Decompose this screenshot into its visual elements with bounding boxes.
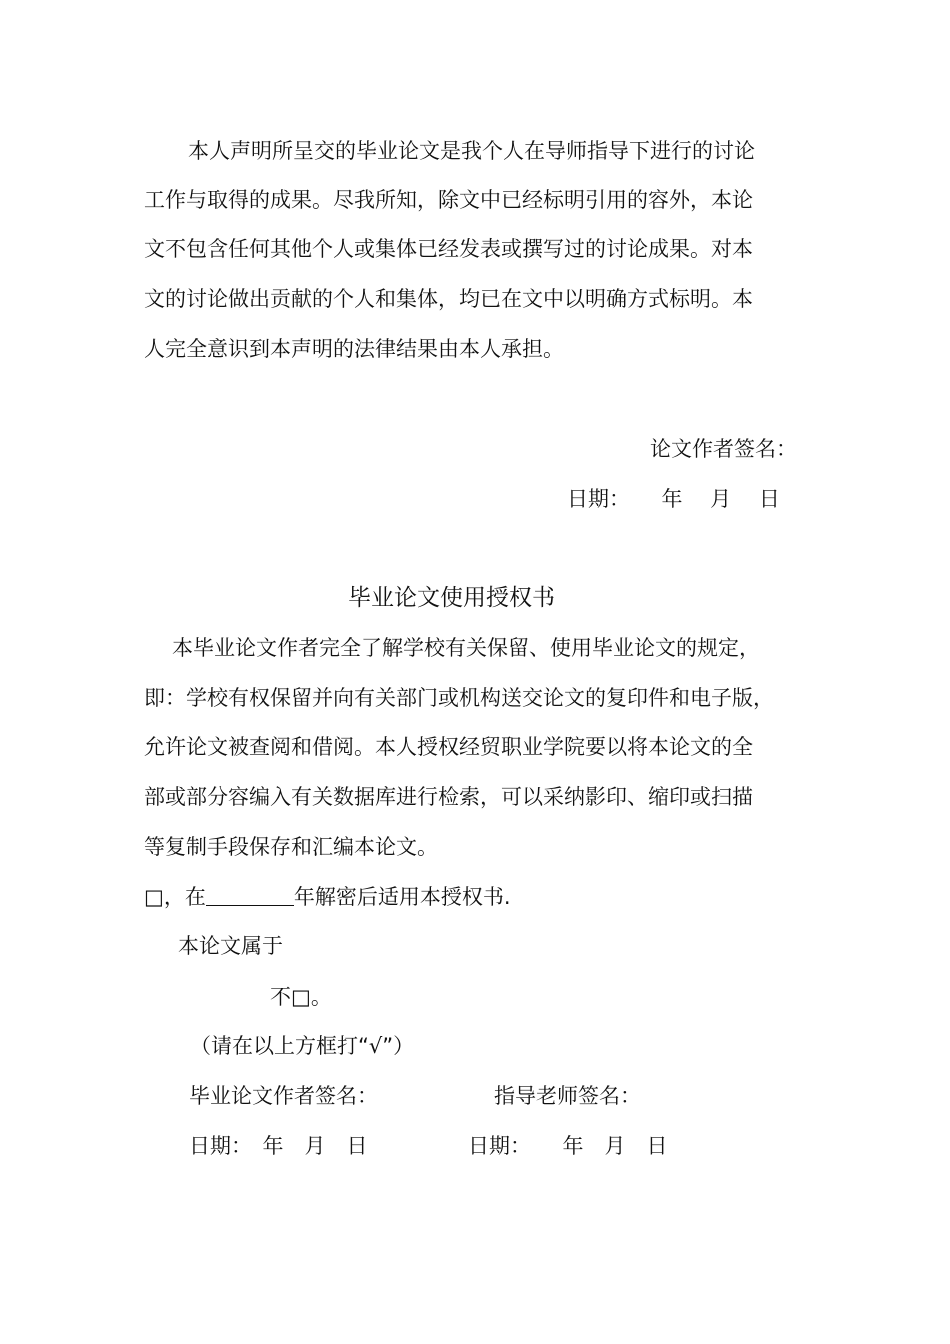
authorization-line-5: 等复制手段保存和汇编本论文。 [144, 835, 438, 859]
declaration-date: 日期： 年 月 日 [567, 487, 780, 511]
secret-clause [144, 882, 511, 912]
declaration-line-4: 文的讨论做出贡献的个人和集体，均已在文中以明确方式标明。本 [144, 287, 753, 311]
advisor-signature-label: 指导老师签名： [494, 1084, 641, 1108]
secret-suffix: 年解密后适用本授权书. [293, 885, 511, 909]
author-date: 日期： 年 月 日 [189, 1134, 368, 1158]
author-signature-label: 毕业论文作者签名： [189, 1084, 378, 1108]
belongs-label: 本论文属于 [178, 934, 283, 958]
authorization-line-4: 部或部分容编入有关数据库进行检索，可以采纳影印、缩印或扫描 [144, 785, 753, 809]
secret-prefix: □，在 [144, 885, 206, 909]
not-secret-option: 不□。 [270, 985, 332, 1009]
checkbox-instruction: （请在以上方框打“√”） [190, 1034, 415, 1058]
declaration-line-1: 本人声明所呈交的毕业论文是我个人在导师指导下进行的讨论 [188, 139, 755, 163]
year-blank-field[interactable] [206, 885, 294, 906]
declaration-line-3: 文不包含任何其他个人或集体已经发表或撰写过的讨论成果。对本 [144, 237, 753, 261]
authorization-line-2: 即：学校有权保留并向有关部门或机构送交论文的复印件和电子版， [144, 686, 774, 710]
authorization-line-1: 本毕业论文作者完全了解学校有关保留、使用毕业论文的规定， [172, 636, 760, 660]
advisor-date: 日期： 年 月 日 [468, 1134, 668, 1158]
declaration-line-2: 工作与取得的成果。尽我所知，除文中已经标明引用的容外，本论 [144, 188, 753, 212]
declaration-author-signature: 论文作者签名： [650, 437, 797, 461]
authorization-title: 毕业论文使用授权书 [348, 585, 555, 611]
authorization-line-3: 允许论文被查阅和借阅。本人授权经贸职业学院要以将本论文的全 [144, 735, 753, 759]
declaration-line-5: 人完全意识到本声明的法律结果由本人承担。 [144, 337, 564, 361]
